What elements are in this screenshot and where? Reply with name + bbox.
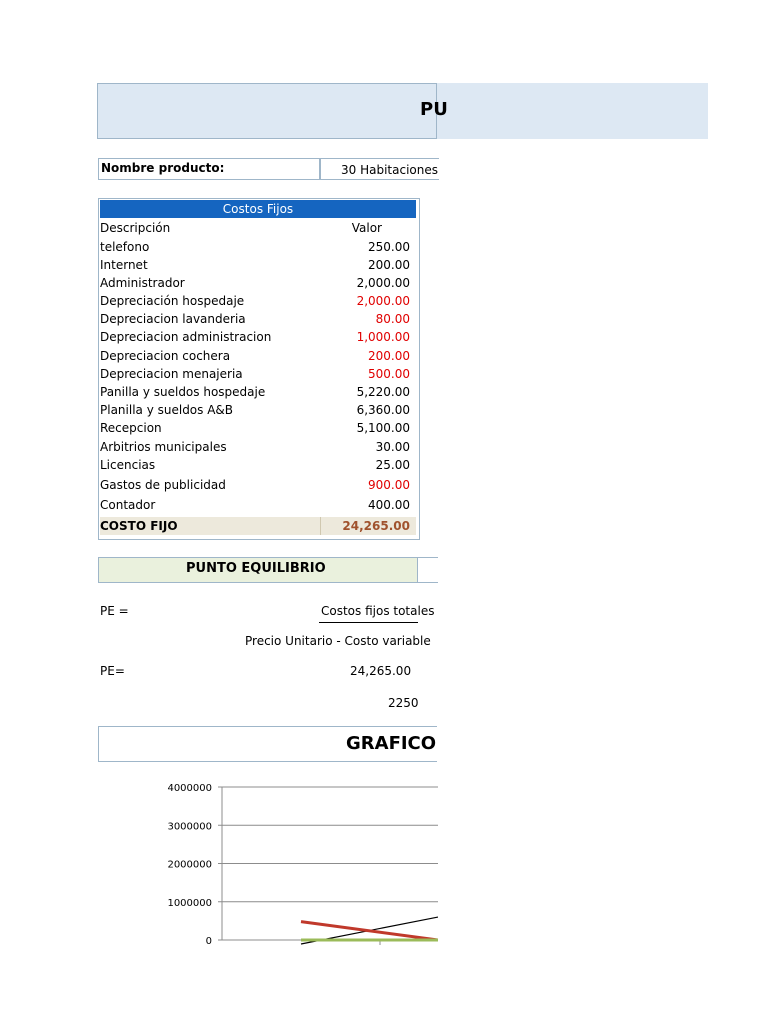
row-descripcion: Recepcion [100, 421, 162, 435]
pe-denominator: Precio Unitario - Costo variable [245, 634, 431, 648]
series-line [301, 922, 438, 940]
row-valor: 5,100.00 [356, 421, 410, 435]
pe-label-2: PE= [100, 664, 125, 678]
table-row[interactable] [100, 456, 416, 474]
row-valor: 2,000.00 [356, 276, 410, 290]
fraction-line [319, 622, 418, 623]
row-descripcion: Planilla y sueldos A&B [100, 403, 234, 417]
table-row[interactable] [100, 438, 416, 456]
table-row[interactable] [100, 365, 416, 383]
title-fill [437, 83, 708, 139]
total-separator [320, 517, 321, 535]
title-banner [97, 83, 708, 139]
row-descripcion: Depreciacion menajeria [100, 367, 243, 381]
row-descripcion: Depreciacion lavanderia [100, 312, 246, 326]
row-valor: 6,360.00 [356, 403, 410, 417]
row-valor: 250.00 [368, 240, 410, 254]
y-tick-label: 2000000 [167, 859, 212, 871]
row-descripcion: Depreciacion cochera [100, 349, 231, 363]
table-header: Costos Fijos [100, 200, 416, 218]
column-headers [100, 219, 416, 237]
row-valor: 500.00 [368, 367, 410, 381]
product-row [98, 158, 438, 180]
pe-value-1: 24,265.00 [350, 664, 412, 678]
page-title: PU [420, 99, 448, 120]
row-valor: 200.00 [368, 349, 410, 363]
y-tick-label: 0 [205, 936, 212, 947]
product-label: Nombre producto: [101, 161, 225, 175]
line-chart [140, 775, 438, 955]
table-row[interactable] [100, 310, 416, 328]
title-cell [97, 83, 437, 139]
grafico-title: GRAFICO [346, 733, 437, 754]
product-label-cell[interactable] [98, 158, 320, 180]
table-row[interactable] [100, 292, 416, 310]
row-valor: 30.00 [375, 440, 410, 454]
table-row[interactable] [100, 256, 416, 274]
pe-title-cell-2 [418, 557, 438, 583]
product-value-cell[interactable] [320, 158, 439, 180]
col-descripcion: Descripción [100, 221, 171, 235]
row-valor: 400.00 [368, 498, 410, 512]
row-valor: 2,000.00 [356, 294, 410, 308]
y-tick-label: 4000000 [167, 783, 212, 794]
y-tick-label: 1000000 [167, 897, 212, 909]
pe-numerator: Costos fijos totales [321, 604, 435, 618]
row-valor: 200.00 [368, 258, 410, 272]
row-valor: 25.00 [375, 458, 410, 472]
total-label: COSTO FIJO [100, 519, 178, 533]
table-row[interactable] [100, 274, 416, 292]
pe-value-2: 2250 [388, 696, 419, 710]
row-valor: 1,000.00 [356, 330, 410, 344]
punto-equilibrio-header [98, 557, 438, 583]
table-row[interactable] [100, 328, 416, 346]
table-row[interactable] [100, 419, 416, 437]
row-descripcion: Contador [100, 498, 156, 512]
total-row[interactable] [100, 517, 416, 535]
y-tick-label: 3000000 [167, 821, 212, 833]
grafico-header [98, 726, 438, 762]
row-descripcion: Administrador [100, 276, 185, 290]
row-descripcion: Gastos de publicidad [100, 478, 226, 492]
row-descripcion: telefono [100, 240, 150, 254]
table-row[interactable] [100, 383, 416, 401]
table-row[interactable] [100, 476, 416, 494]
row-descripcion: Depreciacion administracion [100, 330, 272, 344]
row-descripcion: Panilla y sueldos hospedaje [100, 385, 266, 399]
table-row[interactable] [100, 238, 416, 256]
col-valor: Valor [351, 221, 382, 235]
table-row[interactable] [100, 496, 416, 514]
pe-title: PUNTO EQUILIBRIO [186, 561, 326, 576]
table-row[interactable] [100, 347, 416, 365]
row-valor: 900.00 [368, 478, 410, 492]
pe-label-1: PE = [100, 604, 129, 618]
row-valor: 80.00 [375, 312, 410, 326]
total-value: 24,265.00 [342, 519, 410, 533]
row-descripcion: Internet [100, 258, 148, 272]
product-value: 30 Habitaciones [341, 163, 438, 177]
table-row[interactable] [100, 401, 416, 419]
row-descripcion: Licencias [100, 458, 156, 472]
row-descripcion: Depreciación hospedaje [100, 294, 245, 308]
row-descripcion: Arbitrios municipales [100, 440, 227, 454]
row-valor: 5,220.00 [356, 385, 410, 399]
